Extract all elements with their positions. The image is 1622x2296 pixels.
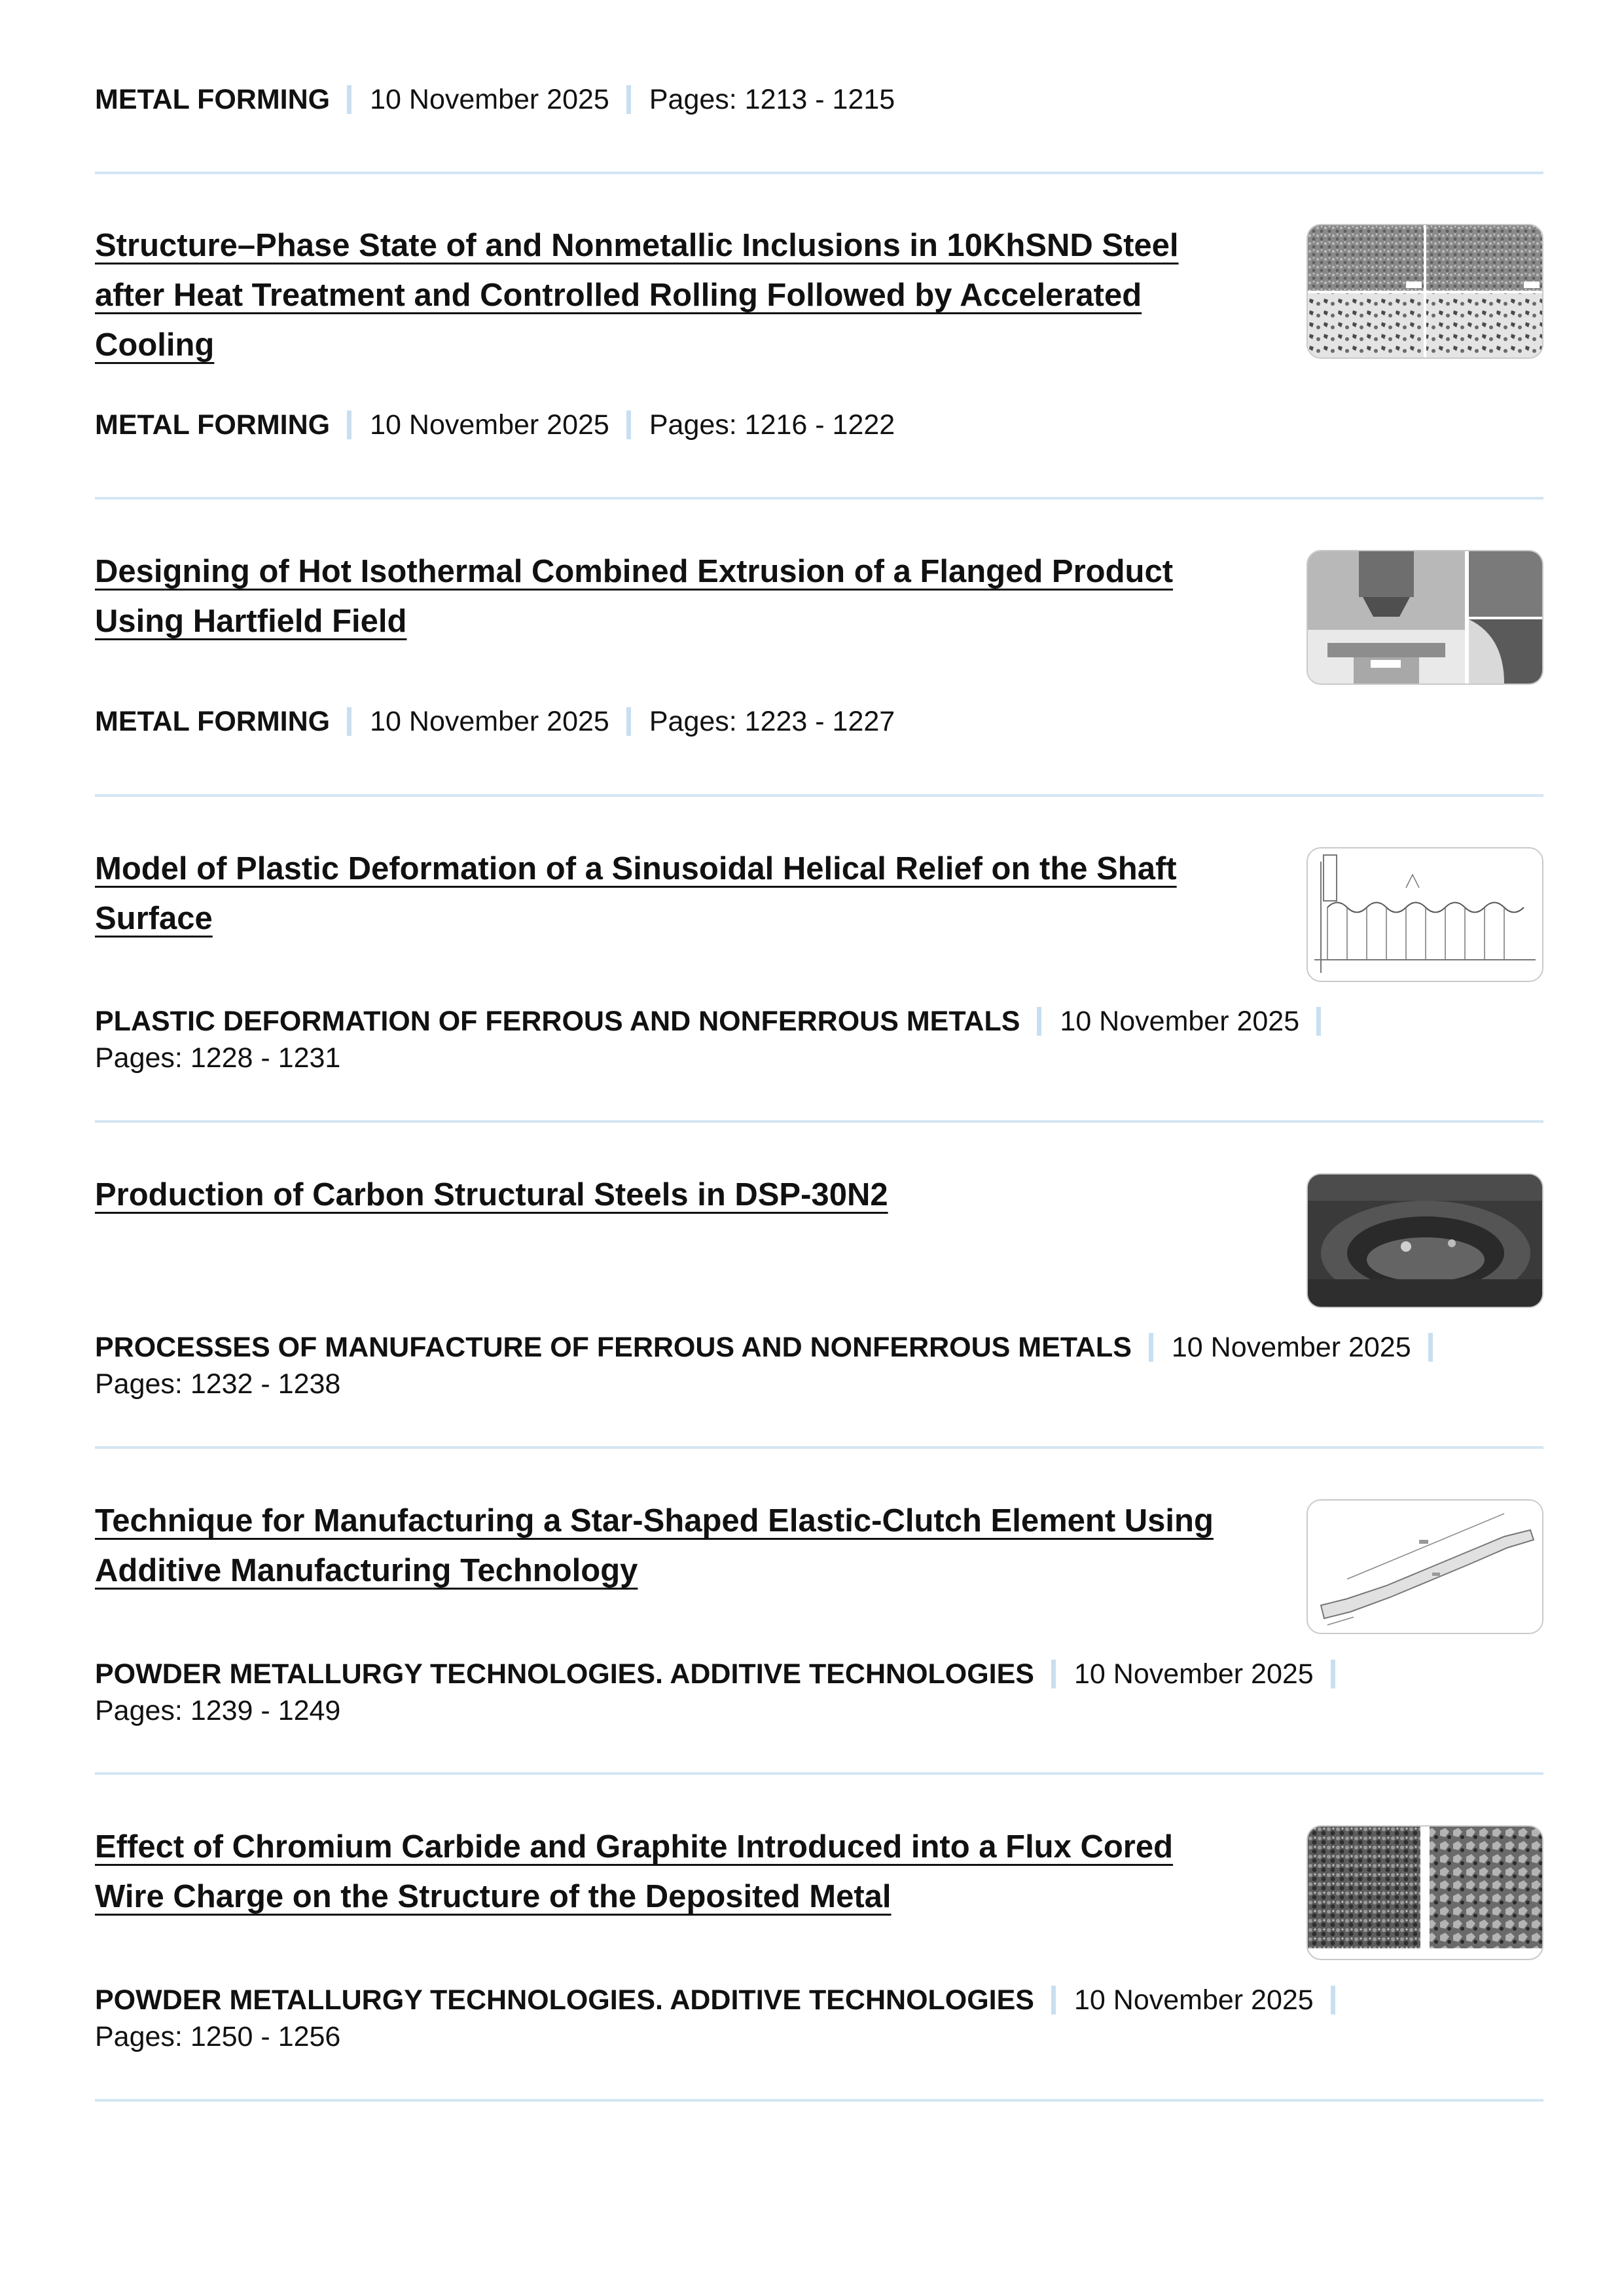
article-pages: Pages: 1228 - 1231 bbox=[95, 1042, 341, 1074]
article-date: 10 November 2025 bbox=[370, 84, 609, 115]
article-pages: Pages: 1213 - 1215 bbox=[649, 84, 895, 115]
sem-micrograph-thumbnail[interactable] bbox=[1307, 1825, 1543, 1960]
helical-relief-drawing-thumbnail[interactable] bbox=[1307, 847, 1543, 982]
article-title bbox=[95, 844, 1247, 943]
meta-separator bbox=[1331, 1986, 1335, 2014]
article-date: 10 November 2025 bbox=[1171, 1332, 1411, 1363]
meta-separator bbox=[626, 707, 631, 736]
meta-separator bbox=[1149, 1333, 1153, 1362]
micrograph-four-panel-thumbnail[interactable] bbox=[1307, 224, 1543, 359]
meta-separator bbox=[1331, 1660, 1335, 1688]
meta-separator bbox=[1051, 1986, 1056, 2014]
article-pages: Pages: 1239 - 1249 bbox=[95, 1695, 341, 1726]
article-category-link[interactable]: PLASTIC DEFORMATION OF FERROUS AND NONFERROUS METALS bbox=[95, 1006, 1020, 1037]
extrusion-die-thumbnail[interactable] bbox=[1307, 550, 1543, 685]
sem-micrograph-icon bbox=[1308, 1827, 1542, 1959]
article-pages: Pages: 1223 - 1227 bbox=[649, 706, 895, 737]
article-title bbox=[95, 1170, 1247, 1220]
article-title bbox=[95, 1822, 1247, 1922]
furnace-photo-thumbnail[interactable] bbox=[1307, 1173, 1543, 1308]
article-title-link[interactable]: Technique for Manufacturing a Star-Shaped Elastic-Clutch Element Using Additive Manufacturing Technology bbox=[95, 1503, 1214, 1588]
article-category-link[interactable]: POWDER METALLURGY TECHNOLOGIES. ADDITIVE TECHNOLOGIES bbox=[95, 1658, 1034, 1690]
article-title bbox=[95, 1496, 1247, 1595]
article-pages: Pages: 1232 - 1238 bbox=[95, 1368, 341, 1400]
helical-relief-drawing-icon bbox=[1308, 848, 1542, 981]
article-category-link[interactable]: METAL FORMING bbox=[95, 706, 331, 737]
meta-separator bbox=[347, 707, 351, 736]
micrograph-icon bbox=[1308, 225, 1542, 357]
divider bbox=[95, 1772, 1543, 1775]
article-meta bbox=[95, 1003, 1339, 1076]
article-title-link[interactable]: Structure–Phase State of and Nonmetallic Inclusions in 10KhSND Steel after Heat Treatment and Controlled Rolling Followed by Accelerated Cooling bbox=[95, 228, 1179, 363]
article-date: 10 November 2025 bbox=[370, 706, 609, 737]
article-title-link[interactable]: Designing of Hot Isothermal Combined Extrusion of a Flanged Product Using Hartfield Field bbox=[95, 554, 1174, 639]
divider bbox=[95, 2099, 1543, 2102]
article-category-link[interactable]: PROCESSES OF MANUFACTURE OF FERROUS AND NONFERROUS METALS bbox=[95, 1332, 1132, 1363]
article-date: 10 November 2025 bbox=[1060, 1006, 1300, 1037]
extrusion-die-icon bbox=[1308, 551, 1542, 683]
article-meta bbox=[95, 81, 895, 118]
divider bbox=[95, 794, 1543, 797]
article-title-link[interactable]: Effect of Chromium Carbide and Graphite Introduced into a Flux Cored Wire Charge on the Structure of the Deposited Metal bbox=[95, 1829, 1174, 1914]
meta-separator bbox=[626, 85, 631, 114]
divider bbox=[95, 1120, 1543, 1123]
article-category-link[interactable]: METAL FORMING bbox=[95, 409, 331, 441]
divider bbox=[95, 497, 1543, 500]
meta-separator bbox=[626, 410, 631, 439]
meta-separator bbox=[1051, 1660, 1056, 1688]
article-pages: Pages: 1250 - 1256 bbox=[95, 2021, 341, 2052]
meta-separator bbox=[1316, 1007, 1321, 1036]
article-meta bbox=[95, 1329, 1451, 1402]
article-category-link[interactable]: METAL FORMING bbox=[95, 84, 331, 115]
furnace-photo-icon bbox=[1308, 1175, 1542, 1307]
article-meta bbox=[95, 1656, 1354, 1729]
article-category-link[interactable]: POWDER METALLURGY TECHNOLOGIES. ADDITIVE TECHNOLOGIES bbox=[95, 1984, 1034, 2016]
meta-separator bbox=[1428, 1333, 1433, 1362]
tensile-specimen-drawing-thumbnail[interactable] bbox=[1307, 1499, 1543, 1634]
divider bbox=[95, 172, 1543, 174]
divider bbox=[95, 1446, 1543, 1449]
article-title bbox=[95, 221, 1247, 370]
article-title-link[interactable]: Model of Plastic Deformation of a Sinusoidal Helical Relief on the Shaft Surface bbox=[95, 851, 1177, 936]
article-date: 10 November 2025 bbox=[370, 409, 609, 441]
article-meta bbox=[95, 703, 895, 740]
meta-separator bbox=[1037, 1007, 1041, 1036]
meta-separator bbox=[347, 85, 351, 114]
article-meta bbox=[95, 1982, 1354, 2055]
article-meta bbox=[95, 407, 895, 443]
article-pages: Pages: 1216 - 1222 bbox=[649, 409, 895, 441]
meta-separator bbox=[347, 410, 351, 439]
tensile-specimen-drawing-icon bbox=[1308, 1501, 1542, 1633]
article-date: 10 November 2025 bbox=[1073, 1658, 1314, 1690]
article-date: 10 November 2025 bbox=[1073, 1984, 1314, 2016]
article-title bbox=[95, 547, 1247, 646]
article-title-link[interactable]: Production of Carbon Structural Steels in DSP-30N2 bbox=[95, 1177, 888, 1212]
